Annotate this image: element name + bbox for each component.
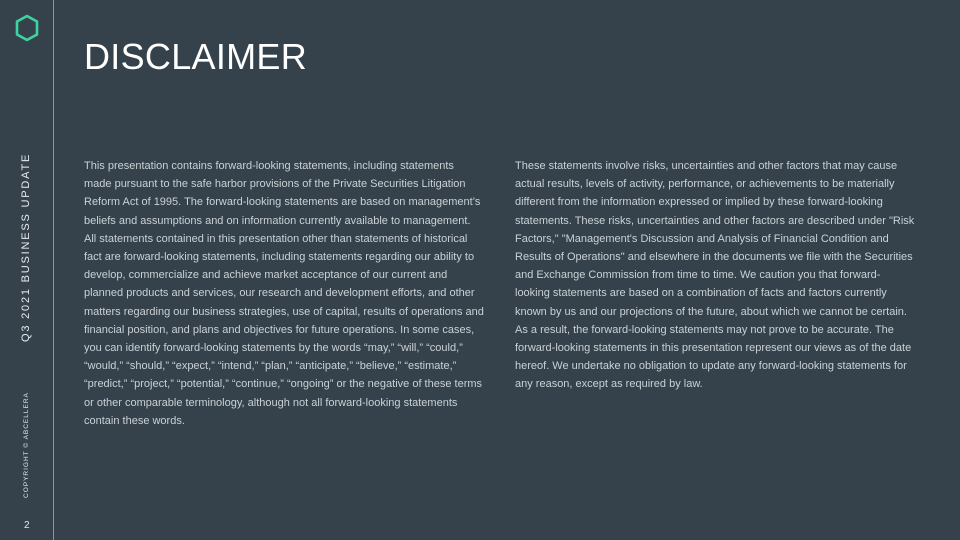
disclaimer-paragraph-left: This presentation contains forward-looking statements, including statements made pursuant to the safe harbor provisions of the Private Securities Litigation Reform Act of 1995. The forward-looking statements are based on management’s beliefs and assumptions and on information currently available to management. All statements contained in this presentation other than statements of historical fact are forward-looking statements, including statements regarding our ability to develop, commercialize and achieve market acceptance of our current and planned products and services, our research and development efforts, and other matters regarding our business strategies, use of capital, results of operations and financial position, and plans and objectives for future operations. In some cases, you can identify forward-looking statements by the words “may,” “will,” “could,” “would,” “should,” “expect,” “intend,” “plan,” “anticipate,” “believe,” “estimate,” “predict,” “project,” “potential,” “continue,” “ongoing” or the negative of these terms or other comparable terminology, although not all forward-looking statements contain these words. xyxy=(84,160,484,427)
disclaimer-paragraph-right: These statements involve risks, uncertainties and other factors that may cause actual results, levels of activity, performance, or achievements to be materially different from the information expressed or implied by these forward-looking statements. These risks, uncertainties and other factors are described under "Risk Factors," "Management's Discussion and Analysis of Financial Condition and Results of Operations" and elsewhere in the documents we file with the Securities and Exchange Commission from time to time. We caution you that forward-looking statements are based on a combination of facts and factors currently known by us and our projections of the future, about which we cannot be certain. As a result, the forward-looking statements may not prove to be accurate. The forward-looking statements in this presentation represent our views as of the date hereof. We undertake no obligation to update any forward-looking statements for any reason, except as required by law. xyxy=(515,160,915,391)
sidebar xyxy=(0,0,54,540)
vertical-section-title: Q3 2021 BUSINESS UPDATE xyxy=(20,152,32,342)
hexagon-logo-icon xyxy=(14,14,40,42)
copyright-text: COPYRIGHT © ABCELLERA xyxy=(23,392,30,498)
page-number: 2 xyxy=(24,520,30,531)
page-title: DISCLAIMER xyxy=(84,36,308,77)
